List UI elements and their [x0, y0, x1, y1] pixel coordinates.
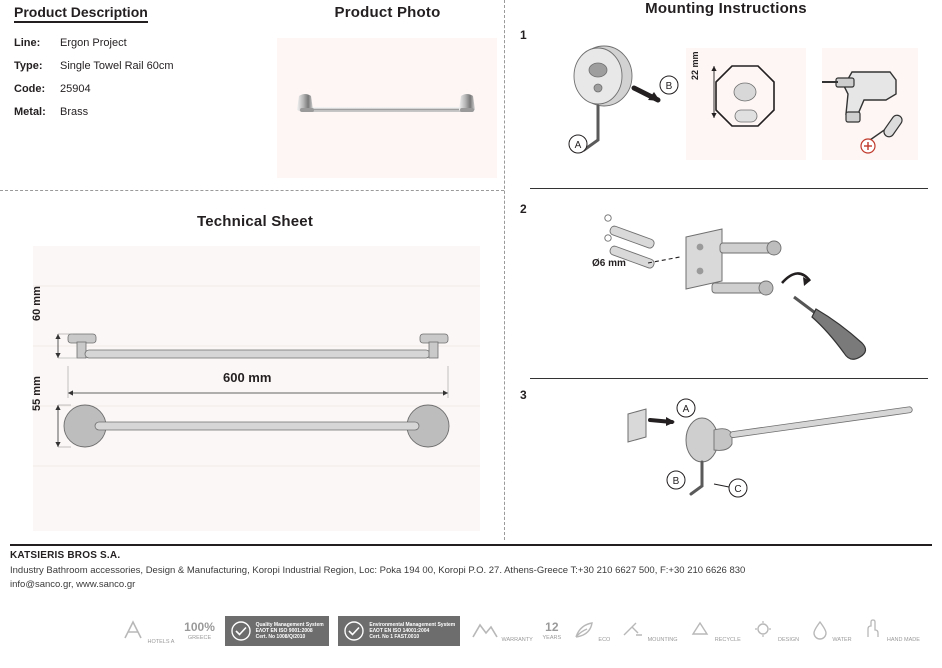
spec-key: Metal:: [14, 106, 46, 118]
cert-badge-design: [750, 619, 799, 643]
spec-key: Line:: [14, 37, 41, 49]
spec-value: Ergon Project: [60, 37, 127, 49]
cert-label: ΕΛΟΤ ΕΝ ISO 9001:2008: [255, 627, 313, 634]
product-photo: [277, 38, 497, 178]
company-contact: info@sanco.gr, www.sanco.gr: [10, 578, 136, 590]
cert-label: HAND: [886, 636, 903, 643]
cert-badge-iso-14001: [338, 616, 460, 646]
spec-row: [14, 83, 264, 95]
cert-badge-warranty: [470, 619, 533, 643]
cert-label: ECO: [598, 636, 611, 643]
spec-key: Type:: [14, 60, 43, 72]
cert-sublabel: MADE: [903, 636, 920, 643]
mounting-step-3-figure: [580, 392, 920, 532]
svg-text:B: B: [672, 476, 680, 487]
product-description-block: [14, 4, 264, 129]
cert-title: Quality Management System: [255, 621, 324, 628]
company-address: Industry Bathroom accessories, Design & Manufacturing, Koropi Industrial Region, Loc: Poka 194 00, Koropi P.O. 27. Athens-Greece T:+30 210 6627 500, F:+30 210 6626 830: [10, 565, 746, 576]
dimension-width-label: 55 mm: [31, 376, 43, 411]
cert-badge-hand-made: [861, 619, 920, 643]
cert-value: 100%: [184, 619, 215, 634]
cert-label: DESIGN: [778, 636, 800, 643]
technical-sheet-title: Technical Sheet: [196, 213, 314, 230]
svg-text:A: A: [574, 140, 582, 151]
cert-label: YEARS: [542, 634, 562, 641]
spec-value: Single Towel Rail 60cm: [60, 60, 174, 72]
dimension-length-label: 600 mm: [218, 370, 276, 385]
mounting-divider-1: [530, 188, 928, 189]
spec-key: Code:: [14, 83, 46, 95]
company-name: KATSIERIS BROS S.A.: [10, 550, 121, 561]
step-1-dimension-label: 22 mm: [690, 51, 700, 80]
cert-label: GREECE: [187, 634, 212, 641]
cert-label: RECYCLE: [714, 636, 741, 643]
mounting-step-1-figure: [536, 30, 928, 185]
svg-text:A: A: [682, 404, 690, 415]
spec-row: [14, 60, 264, 72]
cert-badge-iso-9001: [225, 616, 329, 646]
step-number-3: 3: [520, 388, 527, 402]
technical-drawing: [33, 246, 480, 531]
product-description-title: Product Description: [14, 4, 148, 23]
svg-text:B: B: [665, 81, 673, 92]
step-number-1: 1: [520, 28, 527, 42]
svg-text:C: C: [734, 484, 742, 495]
spec-value: 25904: [60, 83, 91, 95]
footer-divider: [10, 544, 932, 546]
footer-block: [10, 550, 932, 592]
cert-badge-recycle: [687, 619, 741, 643]
cert-label: MOUNTING: [647, 636, 678, 643]
divider-horizontal-left: [0, 190, 504, 191]
cert-label: WATER: [832, 636, 852, 643]
cert-title: Environmental Management System: [369, 621, 456, 628]
spec-value: Brass: [60, 106, 89, 118]
cert-badge-hotels-a: [120, 617, 174, 645]
cert-badge-made-in-greece: [184, 621, 215, 641]
cert-label: WARRANTY: [501, 636, 533, 643]
spec-row: [14, 37, 264, 49]
cert-sublabel: Cert. No 1008/Q/2010: [255, 634, 306, 641]
cert-label: HOTELS: [147, 638, 170, 645]
cert-value: 12: [545, 619, 559, 634]
cert-badge-water: [809, 619, 852, 643]
cert-label: ΕΛΟΤ ΕΝ ISO 14001:2004: [369, 627, 430, 634]
cert-sublabel: Cert. No 1 FAST.0010: [369, 634, 420, 641]
spec-row: [14, 106, 264, 118]
cert-badge-mounting: [620, 619, 677, 643]
cert-badge-eco-friendly: [571, 619, 610, 643]
certification-row: [120, 602, 920, 660]
step-number-2: 2: [520, 202, 527, 216]
dimension-depth-label: 60 mm: [31, 286, 43, 321]
product-photo-title: Product Photo: [334, 4, 441, 21]
mounting-instructions-title: Mounting Instructions: [645, 0, 807, 17]
mounting-divider-2: [530, 378, 928, 379]
step-2-dimension-label: Ø6 mm: [592, 258, 626, 269]
cert-badge-12-years: [543, 621, 562, 641]
mounting-step-2-figure: [560, 205, 920, 370]
cert-sublabel: A: [170, 638, 175, 645]
divider-vertical-mounting-bottom: [504, 0, 505, 540]
